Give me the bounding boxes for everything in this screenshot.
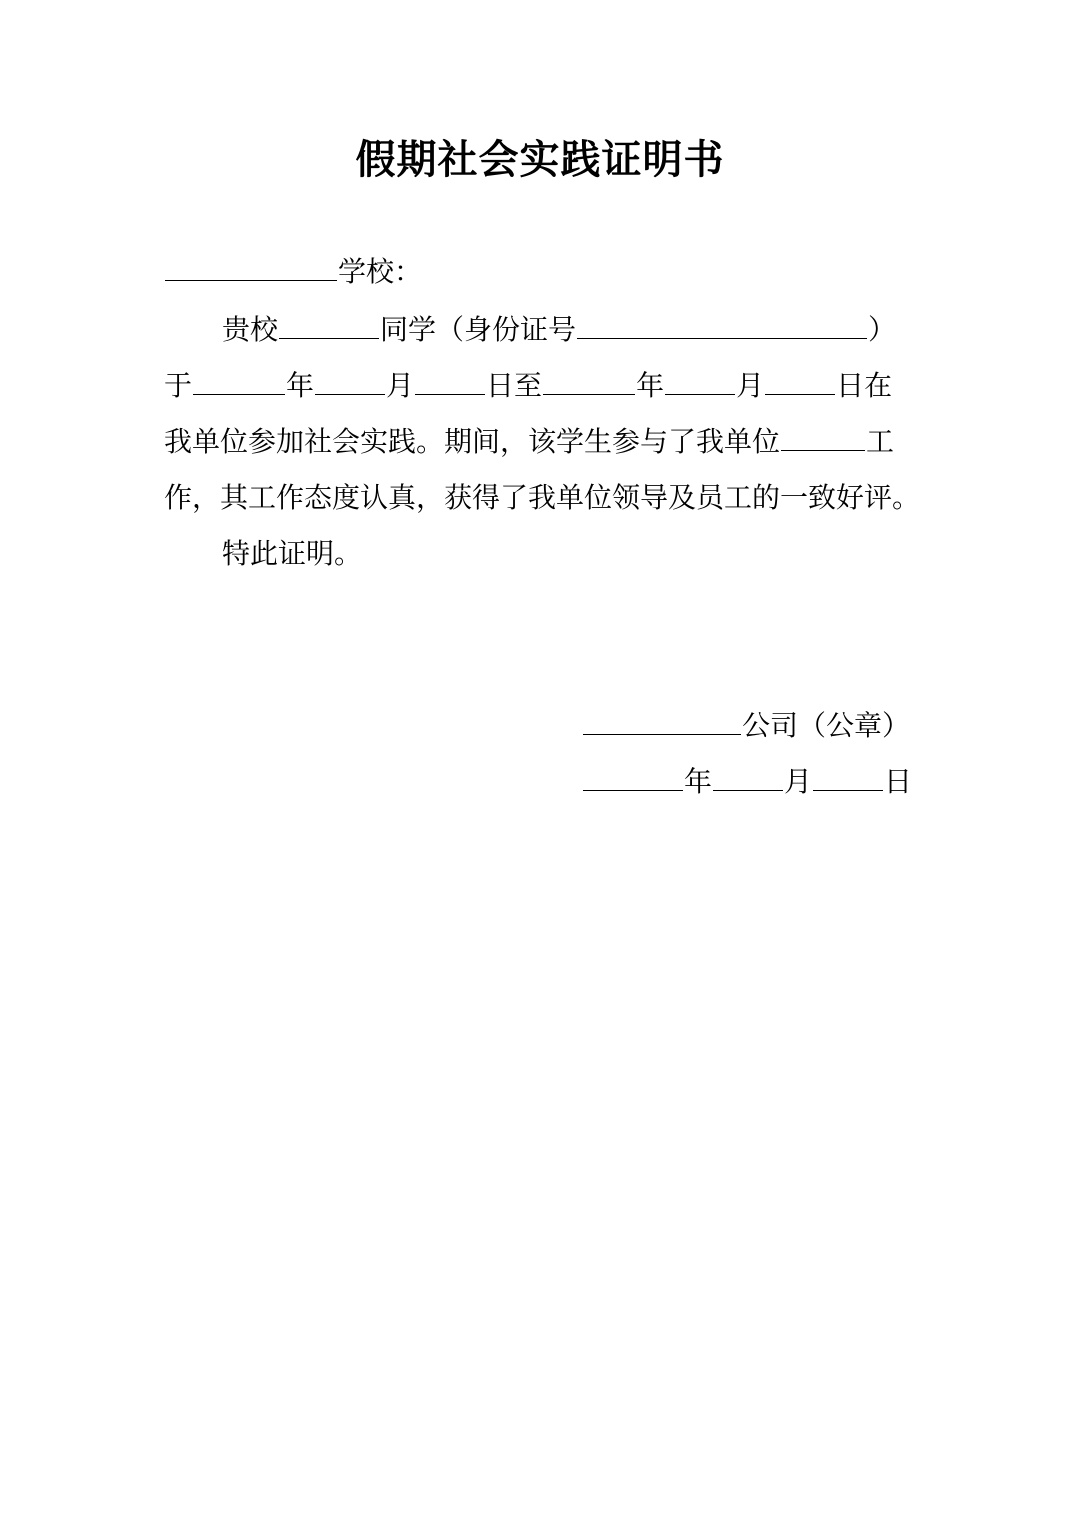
signature-date-line bbox=[582, 762, 912, 802]
sign-month-label: 月 bbox=[784, 765, 813, 798]
start-year-blank[interactable] bbox=[193, 366, 285, 395]
closing-line bbox=[222, 534, 362, 574]
signature-company-line bbox=[582, 706, 910, 746]
company-suffix: 公司（公章） bbox=[742, 709, 911, 742]
sign-day-label: 日 bbox=[884, 765, 913, 798]
line3-end: 工 bbox=[866, 425, 895, 458]
line2-day-at: 日在 bbox=[836, 369, 893, 402]
sign-month-blank[interactable] bbox=[713, 762, 783, 791]
line3-text: 我单位参加社会实践。期间，该学生参与了我单位 bbox=[164, 425, 781, 458]
company-name-blank[interactable] bbox=[583, 706, 741, 735]
paragraph-line-3 bbox=[164, 422, 894, 462]
line4-text: 作，其工作态度认真，获得了我单位领导及员工的一致好评。 bbox=[164, 481, 921, 514]
paragraph-line-4 bbox=[164, 478, 920, 518]
sign-day-blank[interactable] bbox=[813, 762, 883, 791]
id-number-blank[interactable] bbox=[577, 310, 867, 339]
line2-month-1: 月 bbox=[386, 369, 415, 402]
line2-year-1: 年 bbox=[286, 369, 315, 402]
start-day-blank[interactable] bbox=[415, 366, 485, 395]
paragraph-line-1 bbox=[222, 310, 896, 350]
closing-text: 特此证明。 bbox=[222, 537, 363, 570]
end-day-blank[interactable] bbox=[765, 366, 835, 395]
line1-mid: 同学（身份证号 bbox=[380, 313, 577, 346]
salutation-suffix: 学校： bbox=[338, 255, 423, 288]
end-month-blank[interactable] bbox=[665, 366, 735, 395]
end-year-blank[interactable] bbox=[543, 366, 635, 395]
sign-year-blank[interactable] bbox=[583, 762, 683, 791]
sign-year-label: 年 bbox=[684, 765, 713, 798]
document-title: 假期社会实践证明书 bbox=[355, 136, 725, 183]
line2-from: 于 bbox=[164, 369, 193, 402]
work-content-blank[interactable] bbox=[781, 422, 865, 451]
paragraph-line-2 bbox=[164, 366, 892, 406]
student-name-blank[interactable] bbox=[279, 310, 379, 339]
line2-month-2: 月 bbox=[736, 369, 765, 402]
line2-year-2: 年 bbox=[636, 369, 665, 402]
school-name-blank[interactable] bbox=[165, 252, 337, 281]
salutation-line bbox=[164, 252, 422, 292]
line1-end: ） bbox=[868, 313, 897, 346]
line2-day-to: 日至 bbox=[486, 369, 543, 402]
start-month-blank[interactable] bbox=[315, 366, 385, 395]
line1-prefix: 贵校 bbox=[222, 313, 279, 346]
